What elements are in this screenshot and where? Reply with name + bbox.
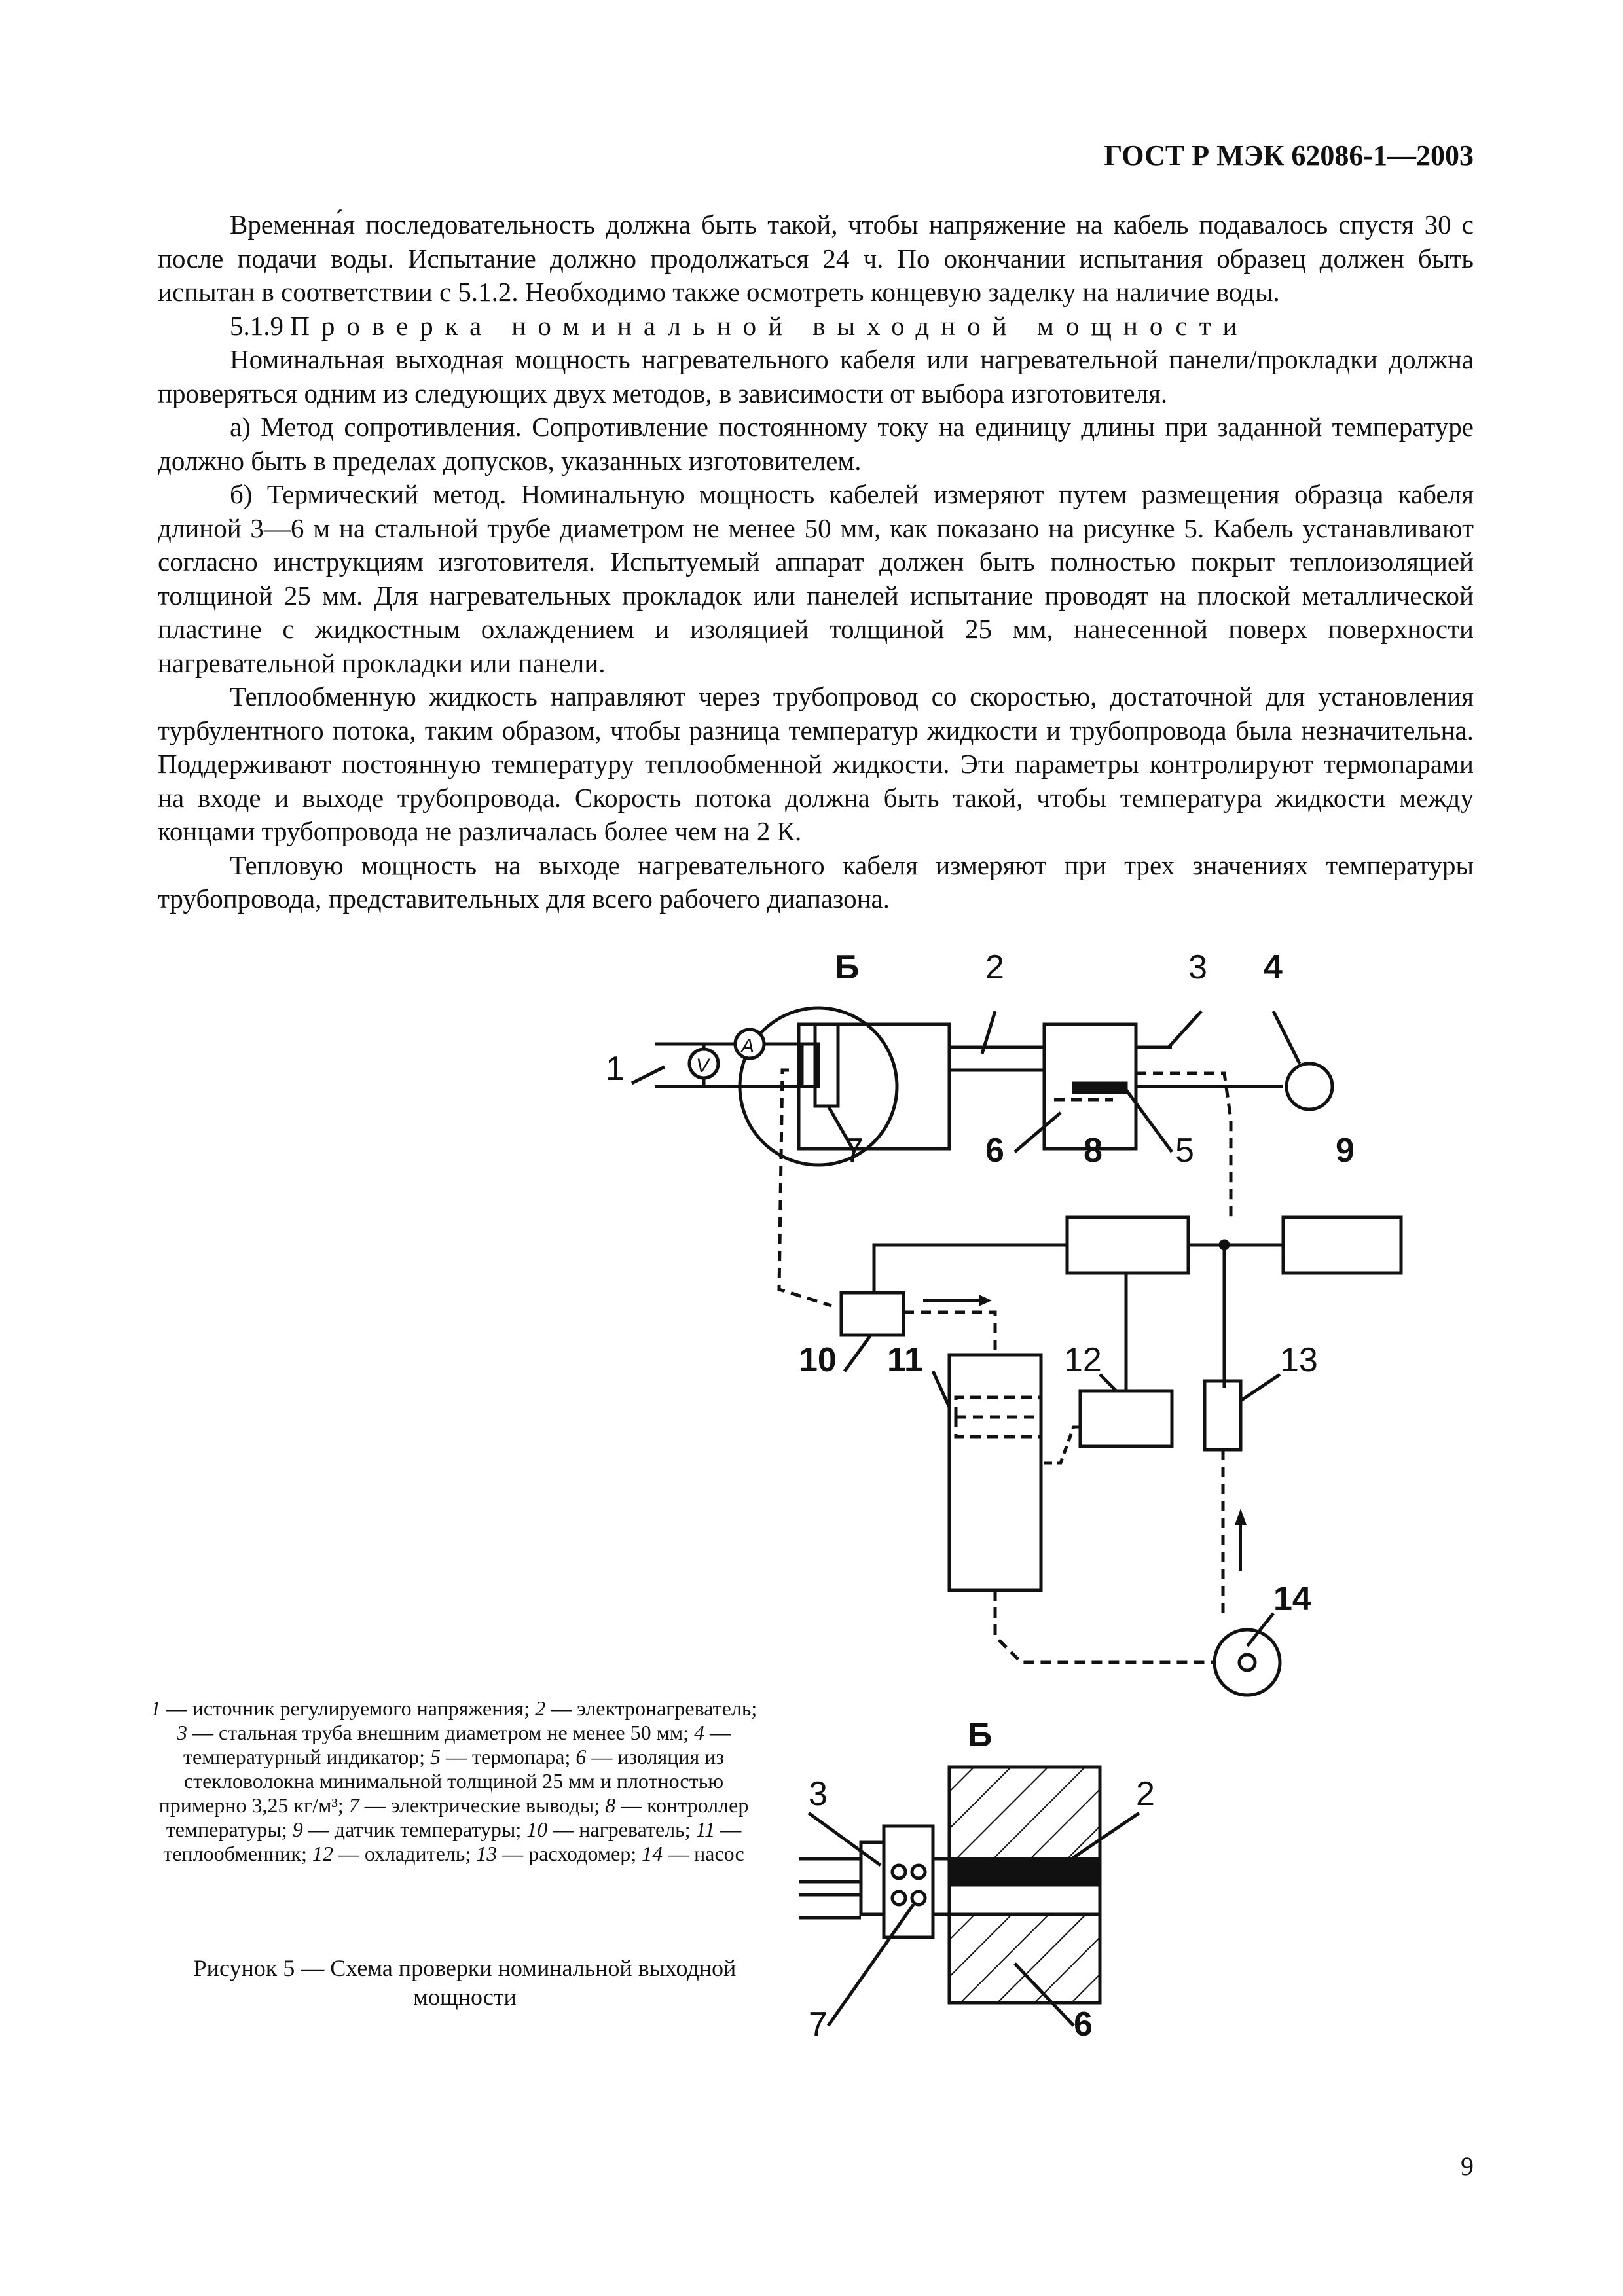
detail-insulation-top: [949, 1767, 1100, 1859]
legend-text: — температурный индикатор;: [183, 1721, 731, 1768]
temperature-sensor: [1283, 1217, 1401, 1273]
page-number: 9: [1461, 2151, 1474, 2181]
legend-num: 6: [575, 1745, 587, 1768]
label-5: 5: [1175, 1132, 1194, 1170]
label-12: 12: [1064, 1341, 1102, 1379]
legend-text: — расходомер;: [497, 1842, 642, 1865]
legend-num: 5: [430, 1745, 441, 1768]
section-number: 5.1.9: [230, 310, 283, 341]
legend-num: 11: [695, 1818, 716, 1841]
label-10: 10: [799, 1341, 837, 1379]
label-11: 11: [887, 1341, 923, 1379]
label-7: 7: [845, 1132, 864, 1170]
detail-label-3: 3: [809, 1775, 828, 1813]
voltmeter-symbol: V: [696, 1055, 710, 1077]
legend-text: — электрические выводы;: [359, 1793, 606, 1817]
paragraph: Тепловую мощность на выходе нагревательного кабеля измеряют при трех значениях температуры трубопровода, представительных для всего рабочего диапазона.: [158, 850, 1474, 914]
label-13: 13: [1280, 1341, 1318, 1379]
paragraph: Теплообменную жидкость направляют через трубопровод со скоростью, достаточной для установления турбулентного потока, таким образом, чтобы разница температур жидкости и трубопровода была незначительна. Поддерживают постоянную температуру теплообменной жидкости. Эти параметры контролируют термопарами на входе и выходе трубопровода. Скорость потока должна быть такой, чтобы температура жидкости между концами трубопровода не различалась более чем на 2 К.: [158, 681, 1474, 846]
temperature-controller: [1067, 1217, 1188, 1273]
legend-num: 2: [535, 1696, 546, 1720]
legend-text: — источник регулируемого напряжения;: [160, 1696, 536, 1720]
label-2: 2: [985, 948, 1004, 986]
detail-label-6: 6: [1074, 2005, 1093, 2043]
heater: [841, 1293, 903, 1335]
legend-text: — датчик температуры;: [302, 1818, 527, 1841]
legend-text: — изоляция из стекловолокна минимальной толщиной 25 мм и плотностью примерно 3,25 кг/м³;: [158, 1745, 724, 1817]
paragraph: б) Термический метод. Номинальную мощность кабелей измеряют путем размещения образца кабеля длиной 3—6 м на стальной трубе диаметром не менее 50 мм, как показано на рисунке 5. Кабель устанавливают согласно инструкциям изготовителя. Испытуемый аппарат должен быть полностью покрыт теплоизоляцией толщиной 25 мм. Для нагревательных прокладок или панелей испытание проводят на плоской металлической пластине с жидкостным охлаждением и изоляцией толщиной 25 мм, нанесенной поверх поверхности нагревательной прокладки или панели.: [158, 479, 1474, 678]
legend-text: — теплообменник;: [163, 1818, 742, 1865]
document-id-header: ГОСТ Р МЭК 62086-1—2003: [1104, 139, 1474, 171]
thermocouple: [1074, 1083, 1126, 1092]
legend-num: 13: [476, 1842, 498, 1865]
pump: [1214, 1630, 1280, 1695]
paragraph: Временна́я последовательность должна быть такой, чтобы напряжение на кабель подавалось спустя 30 с после подачи воды. Испытание должно продолжаться 24 ч. По окончании испытания образец должен быть испытан в соответствии с 5.1.2. Необходимо также осмотреть концевую заделку на наличие воды.: [158, 209, 1474, 307]
legend-num: 9: [292, 1818, 303, 1841]
paragraph: Номинальная выходная мощность нагревательного кабеля или нагревательной панели/прокладки должна проверяться одним из следующих двух методов, в зависимости от выбора изготовителя.: [158, 344, 1474, 408]
section-title: Проверка номинальной выходной мощности: [290, 310, 1249, 341]
ammeter-symbol: A: [741, 1035, 755, 1057]
legend-text: — электронагреватель;: [545, 1696, 757, 1720]
detail-label-b: Б: [968, 1716, 993, 1754]
label-1: 1: [606, 1050, 625, 1088]
legend-num: 10: [526, 1818, 548, 1841]
label-4: 4: [1264, 948, 1283, 986]
detail-insulation-bottom: [949, 1914, 1100, 2003]
label-9: 9: [1336, 1132, 1355, 1170]
detail-pipe-gap: [949, 1885, 1100, 1914]
label-14: 14: [1273, 1580, 1311, 1618]
legend-text: — насос: [663, 1842, 744, 1865]
legend-num: 1: [150, 1696, 161, 1720]
legend-num: 4: [694, 1721, 705, 1744]
legend-num: 8: [605, 1793, 616, 1817]
figure-caption: Рисунок 5 — Схема проверки номинальной выходной мощности: [193, 1955, 737, 2010]
heat-exchanger: [949, 1355, 1041, 1590]
legend-text: — стальная труба внешним диаметром не менее 50 мм;: [187, 1721, 695, 1744]
label-b: Б: [835, 948, 860, 986]
legend-text: — нагреватель;: [547, 1818, 696, 1841]
detail-heater-core: [949, 1859, 1100, 1885]
detail-label-7: 7: [809, 2005, 828, 2043]
legend-text: — контроллер температуры;: [166, 1793, 749, 1841]
legend-text: — термопара;: [441, 1745, 576, 1768]
legend-num: 14: [642, 1842, 663, 1865]
label-3: 3: [1188, 948, 1207, 986]
cooler: [1080, 1391, 1172, 1446]
legend-text: — охладитель;: [333, 1842, 477, 1865]
flowmeter: [1205, 1381, 1241, 1450]
label-8: 8: [1084, 1132, 1103, 1170]
legend-num: 12: [312, 1842, 333, 1865]
detail-terminal-block: [884, 1826, 933, 1937]
legend-num: 7: [348, 1793, 359, 1817]
figure-legend: [143, 1696, 765, 1866]
legend-num: 3: [176, 1721, 187, 1744]
detail-label-2: 2: [1136, 1775, 1155, 1813]
label-6: 6: [985, 1132, 1004, 1170]
temperature-indicator: [1286, 1064, 1332, 1109]
paragraph: а) Метод сопротивления. Сопротивление постоянному току на единицу длины при заданной температуре должно быть в пределах допусков, указанных изготовителем.: [158, 412, 1474, 476]
